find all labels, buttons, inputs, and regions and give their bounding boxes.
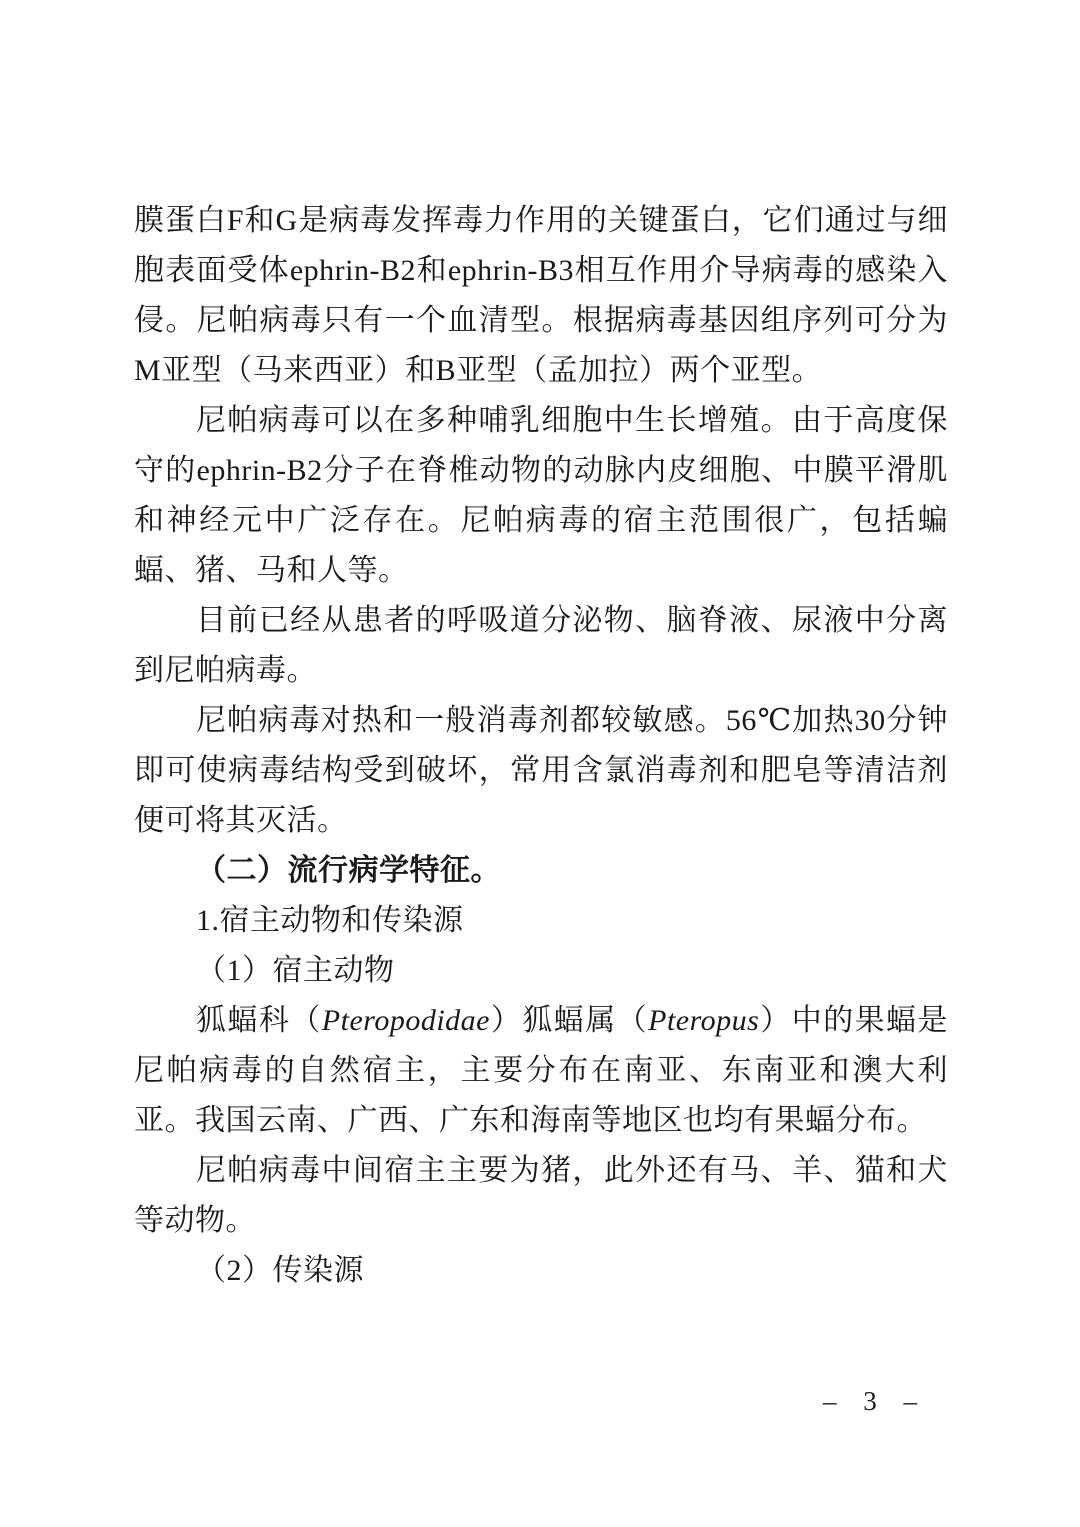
paragraph-host-range: 尼帕病毒可以在多种哺乳细胞中生长增殖。由于高度保守的ephrin-B2分子在脊椎动物的动脉内皮细胞、中膜平滑肌和神经元中广泛存在。尼帕病毒的宿主范围很广，包括蝙蝠、猪、马和人等。: [134, 404, 948, 587]
fruit-bats-text-3: ）中的果蝠是尼帕病毒的自然宿主，主要分布在南亚、东南亚和澳大利亚。我国云南、广西、广东和海南等地区也均有果蝠分布。: [134, 1004, 949, 1137]
paragraph-intermediate-hosts: 尼帕病毒中间宿主主要为猪，此外还有马、羊、猫和犬等动物。: [134, 1154, 948, 1237]
page-number: – 3 –: [823, 1386, 923, 1416]
heading-epidemiology-features: （二）流行病学特征。: [196, 854, 501, 887]
fruit-bats-text-1: 狐蝠科（: [196, 1004, 322, 1037]
item-infection-source: （2）传染源: [196, 1254, 364, 1287]
latin-name-pteropus: Pteropus: [648, 1004, 760, 1037]
fruit-bats-text-2: ）狐蝠属（: [489, 1004, 649, 1037]
latin-name-pteropodidae: Pteropodidae: [321, 1004, 490, 1037]
paragraph-fruit-bats: [134, 996, 948, 1146]
paragraph-heat-disinfection: 尼帕病毒对热和一般消毒剂都较敏感。56℃加热30分钟即可使病毒结构受到破坏，常用含氯消毒剂和肥皂等清洁剂便可将其灭活。: [134, 704, 948, 837]
paragraph-envelope-proteins: 膜蛋白F和G是病毒发挥毒力作用的关键蛋白，它们通过与细胞表面受体ephrin-B2和ephrin-B3相互作用介导病毒的感染入侵。尼帕病毒只有一个血清型。根据病毒基因组序列可分为M亚型（马来西亚）和B亚型（孟加拉）两个亚型。: [134, 204, 948, 387]
item-host-animals-and-infection-source: 1.宿主动物和传染源: [196, 904, 464, 937]
document-body: [134, 196, 948, 1296]
item-host-animals: （1）宿主动物: [196, 954, 395, 987]
paragraph-virus-isolation: 目前已经从患者的呼吸道分泌物、脑脊液、尿液中分离到尼帕病毒。: [134, 604, 948, 687]
